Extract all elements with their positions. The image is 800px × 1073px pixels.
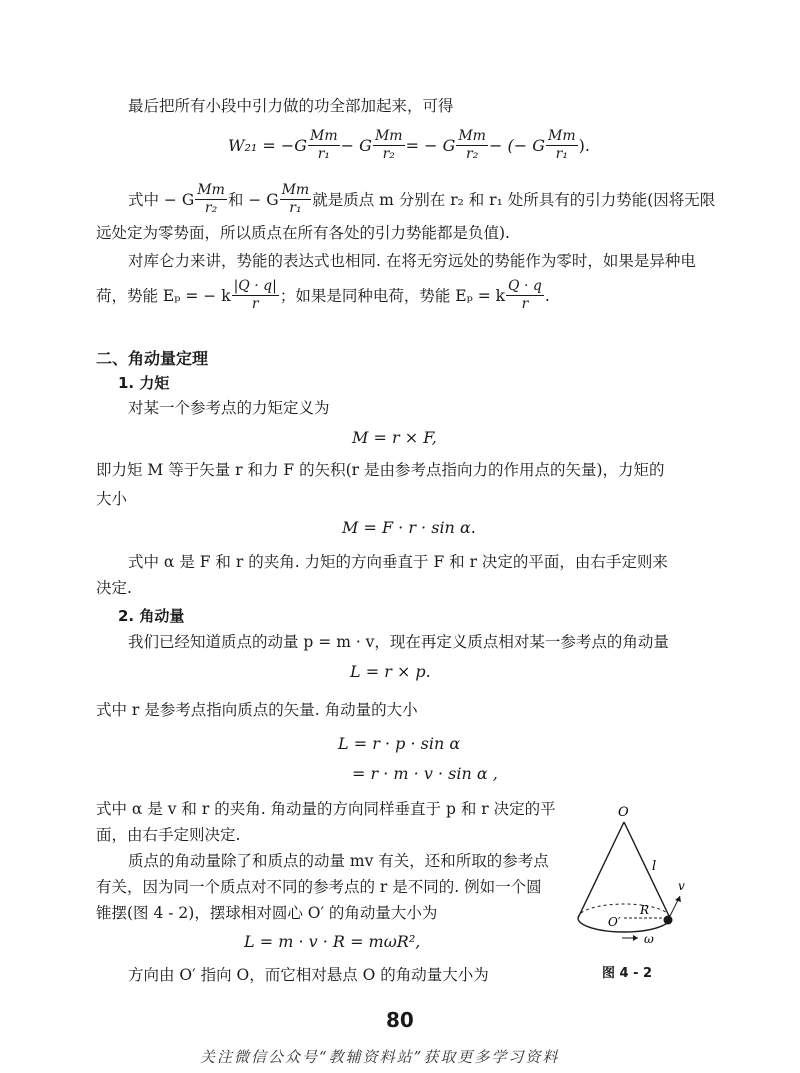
orbit-front [578, 918, 670, 932]
angular-momentum-intro: 我们已经知道质点的动量 p = m · v，现在再定义质点相对某一参考点的角动量 [128, 633, 669, 651]
para2-line1: 对库仑力来讲，势能的表达式也相同. 在将无穷远处的势能作为零时，如果是异种电 [128, 252, 696, 270]
para2-frac2: $\frac{Q \cdot q}{r}$ [508, 278, 542, 312]
torque-direction-line2: 决定. [96, 579, 132, 597]
label-O: O [618, 805, 629, 820]
para1-line2: 远处定为零势面，所以质点在所有各处的引力势能都是负值). [96, 224, 510, 242]
cone-left-edge [578, 822, 624, 918]
eq-w21-frac2: $\frac{Mm}{\text{r₂}}$ [374, 128, 403, 162]
eq-w21-end: ). [578, 136, 590, 155]
eq-w21-frac4: $\frac{Mm}{\text{r₁}}$ [547, 128, 576, 162]
para1-rest: 就是质点 m 分别在 r₂ 和 r₁ 处所具有的引力势能(因将无限 [312, 190, 716, 209]
label-O-prime: O′ [608, 915, 621, 929]
eq-w21-op1: − G [340, 136, 372, 155]
label-R: R [640, 903, 650, 917]
para2-frac1: $\frac{|Q \cdot q|}{r}$ [233, 278, 277, 312]
eq-w21-lhs: W₂₁ = −G [228, 136, 308, 155]
label-v: v [678, 879, 685, 893]
para2-part-c: . [544, 286, 550, 305]
para1-frac1: $\frac{Mm}{\text{r₂}}$ [197, 182, 225, 216]
equation-L-line1: L = r · p · sin α [338, 734, 461, 753]
conical-text-line3: 锥摆(图 4 - 2)，摆球相对圆心 O′ 的角动量大小为 [96, 904, 438, 922]
angular-momentum-text: 式中 r 是参考点指向质点的矢量. 角动量的大小 [96, 701, 418, 719]
footer-note: 关注微信公众号“教辅资料站”获取更多学习资料 [200, 1048, 560, 1066]
para2-line2 [96, 278, 550, 313]
conical-text-line2: 有关，因为同一个质点对不同的参考点的 r 是不同的. 例如一个圆 [96, 878, 542, 896]
equation-torque-magnitude: M = F · r · sin α. [342, 518, 476, 537]
para1-start: 式中 − G [128, 190, 195, 209]
section-title: 二、角动量定理 [96, 349, 209, 368]
equation-L-line2: = r · m · v · sin α , [352, 764, 498, 783]
label-omega: ω [644, 932, 654, 946]
para1-line1 [128, 182, 715, 217]
torque-direction-line1: 式中 α 是 F 和 r 的夹角. 力矩的方向垂直于 F 和 r 决定的平面，由右手定则来 [128, 553, 668, 571]
eq-w21-frac3: $\frac{Mm}{\text{r₂}}$ [458, 128, 486, 162]
angular-direction-line1: 式中 α 是 v 和 r 的夹角. 角动量的方向同样垂直于 p 和 r 决定的平 [96, 800, 556, 818]
para1-frac2: $\frac{Mm}{\text{r₁}}$ [281, 182, 310, 216]
page-number: 80 [386, 1008, 414, 1032]
equation-w21 [228, 128, 590, 163]
figure-caption: 图 4 - 2 [602, 966, 653, 981]
conical-pendulum-figure [560, 800, 720, 960]
equation-angular-momentum: L = r × p. [350, 662, 431, 681]
eq-w21-op3: − (− G [488, 136, 545, 155]
eq-w21-frac1: $\frac{Mm}{\text{r₁}}$ [310, 128, 338, 162]
para2-part-a: 荷，势能 Eₚ = − k [96, 286, 231, 305]
omega-arrowhead [633, 935, 638, 941]
para2-part-b: ；如果是同种电荷，势能 Eₚ = k [279, 286, 506, 305]
equation-conical: L = m · v · R = mωR², [244, 932, 421, 951]
torque-text-line1: 即力矩 M 等于矢量 r 和力 F 的矢积(r 是由参考点指向力的作用点的矢量)，力矩的 [96, 461, 665, 479]
torque-definition-intro: 对某一个参考点的力矩定义为 [128, 399, 330, 417]
torque-text-line2: 大小 [96, 490, 128, 508]
intro-text: 最后把所有小段中引力做的功全部加起来，可得 [128, 97, 454, 115]
conical-text-line1: 质点的角动量除了和质点的动量 mv 有关，还和所取的参考点 [128, 852, 549, 870]
para1-mid: 和 − G [227, 190, 279, 209]
subsection-angular-momentum-title: 2. 角动量 [118, 607, 185, 625]
orbit-back [578, 904, 670, 918]
label-l: l [652, 859, 657, 874]
angular-direction-line2: 面，由右手定则决定. [96, 826, 241, 844]
equation-torque: M = r × F, [352, 428, 437, 447]
eq-w21-op2: = − G [405, 136, 456, 155]
subsection-torque-title: 1. 力矩 [118, 374, 170, 392]
conical-text-last: 方向由 O′ 指向 O，而它相对悬点 O 的角动量大小为 [128, 966, 489, 984]
